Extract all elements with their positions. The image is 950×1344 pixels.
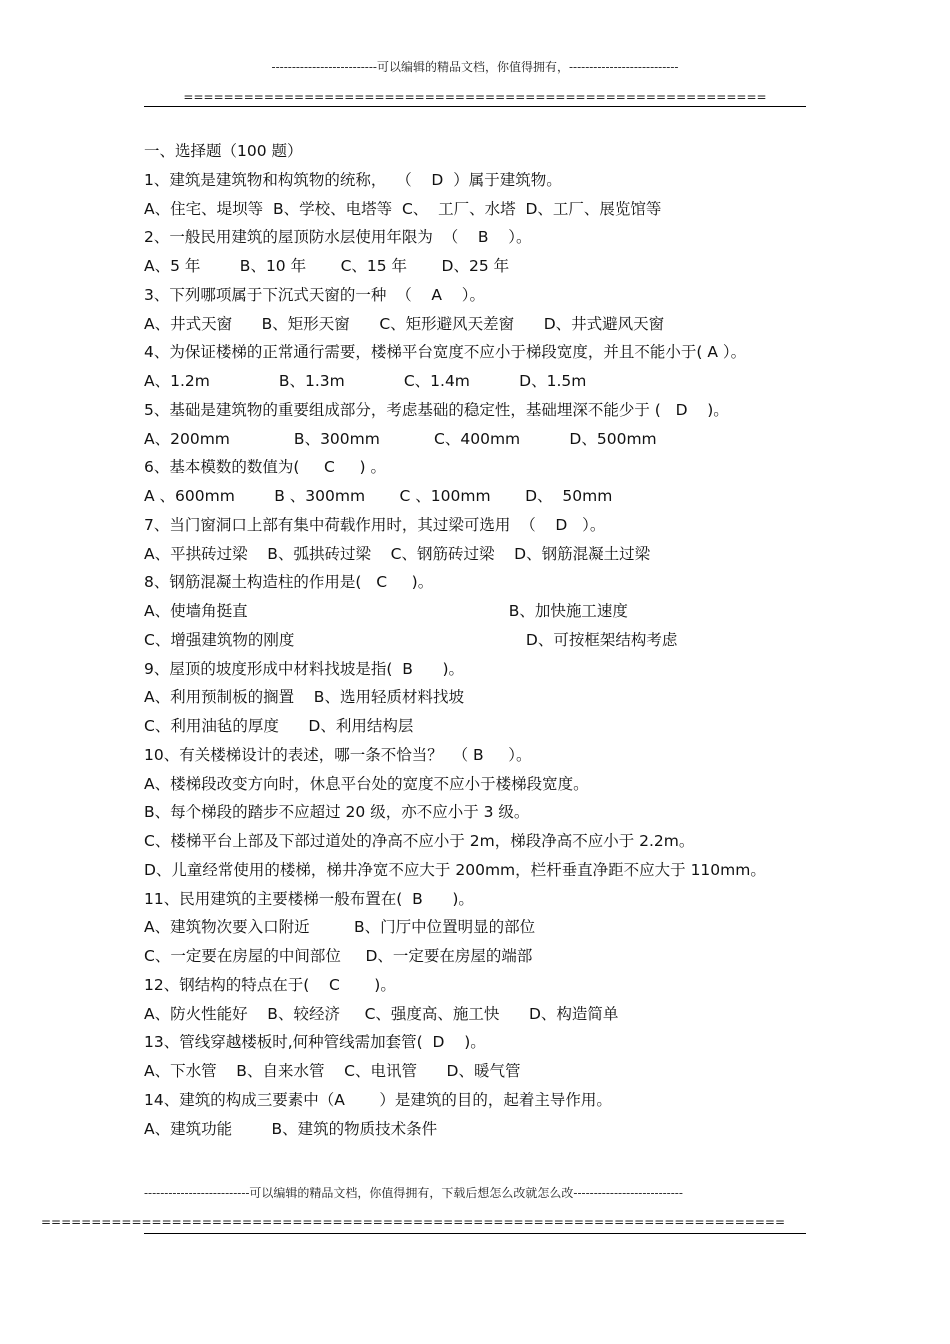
section-title: 一、选择题（100 题） (144, 142, 303, 160)
question-line: 5、基础是建筑物的重要组成部分，考虑基础的稳定性，基础埋深不能少于 ( D )。 (144, 400, 729, 419)
question-line: 2、一般民用建筑的屋顶防水层使用年限为 （ B ）。 (144, 228, 532, 247)
options-line: A、住宅、堤坝等 B、学校、电塔等 C、 工厂、水塔 D、工厂、展览馆等 (144, 199, 662, 218)
question-line: 14、建筑的构成三要素中（A ）是建筑的目的，起着主导作用。 (144, 1090, 612, 1109)
options-line: C、楼梯平台上部及下部过道处的净高不应小于 2m，梯段净高不应小于 2.2m。 (144, 832, 695, 850)
options-line: D、儿童经常使用的楼梯，梯井净宽不应大于 200mm，栏杆垂直净距不应大于 110mm。 (144, 860, 766, 879)
options-line: C、增强建筑物的刚度 D、可按框架结构考虑 (144, 630, 678, 649)
header-rule (144, 106, 806, 107)
question-line: 4、为保证楼梯的正常通行需要，楼梯平台宽度不应小于梯段宽度，并且不能小于( A ）。 (144, 343, 747, 362)
options-line: A、楼梯段改变方向时，休息平台处的宽度不应小于楼梯段宽度。 (144, 774, 589, 793)
options-line: B、每个梯段的踏步不应超过 20 级，亦不应小于 3 级。 (144, 803, 530, 822)
document-body (144, 137, 824, 1143)
question-line: 3、下列哪项属于下沉式天窗的一种 （ A ）。 (144, 285, 485, 304)
question-line: 13、管线穿越楼板时,何种管线需加套管( D )。 (144, 1033, 486, 1052)
footer-line-2: ========================================================================== (40, 1215, 785, 1229)
options-line: A、下水管 B、自来水管 C、电讯管 D、暖气管 (144, 1062, 521, 1080)
options-line: A、建筑功能 B、建筑的物质技术条件 (144, 1119, 438, 1138)
options-line: A、使墙角挺直 B、加快施工速度 (144, 602, 628, 620)
options-line: C、利用油毡的厚度 D、利用结构层 (144, 717, 414, 735)
options-line: A 、600mm B 、300mm C 、100mm D、 50mm (144, 487, 613, 505)
question-line: 12、钢结构的特点在于( C )。 (144, 975, 396, 994)
question-line: 10、有关楼梯设计的表述，哪一条不恰当？ （ B ）。 (144, 745, 532, 764)
question-line: 9、屋顶的坡度形成中材料找坡是指( B )。 (144, 659, 465, 678)
question-line: 8、钢筋混凝土构造柱的作用是( C )。 (144, 573, 434, 592)
footer-line-1: --------------------------可以编辑的精品文档，你值得拥有，下载后想怎么改就怎么改--------------------------- (144, 1186, 683, 1200)
question-line: 11、民用建筑的主要楼梯一般布置在( B )。 (144, 889, 474, 908)
options-line: A、建筑物次要入口附近 B、门厅中位置明显的部位 (144, 918, 536, 937)
options-line: A、5 年 B、10 年 C、15 年 D、25 年 (144, 257, 510, 275)
question-line: 7、当门窗洞口上部有集中荷载作用时，其过梁可选用 （ D ）。 (144, 515, 606, 534)
options-line: A、防火性能好 B、较经济 C、强度高、施工快 D、构造简单 (144, 1004, 619, 1023)
options-line: A、平拱砖过梁 B、弧拱砖过梁 C、钢筋砖过梁 D、钢筋混凝土过梁 (144, 544, 651, 563)
options-line: A、利用预制板的搁置 B、选用轻质材料找坡 (144, 688, 464, 707)
options-line: A、1.2m B、1.3m C、1.4m D、1.5m (144, 372, 587, 390)
question-line: 6、基本模数的数值为( C ) 。 (144, 458, 386, 477)
options-line: A、井式天窗 B、矩形天窗 C、矩形避风天差窗 D、井式避风天窗 (144, 314, 665, 333)
question-line: 1、建筑是建筑物和构筑物的统称， （ D ）属于建筑物。 (144, 170, 562, 189)
options-line: A、200mm B、300mm C、400mm D、500mm (144, 429, 657, 448)
options-line: C、一定要在房屋的中间部位 D、一定要在房屋的端部 (144, 947, 533, 965)
footer-rule (144, 1233, 806, 1234)
header-line-1: --------------------------可以编辑的精品文档，你值得拥有，--------------------------- (271, 60, 679, 74)
header-line-2: ========================================================== (183, 90, 767, 104)
